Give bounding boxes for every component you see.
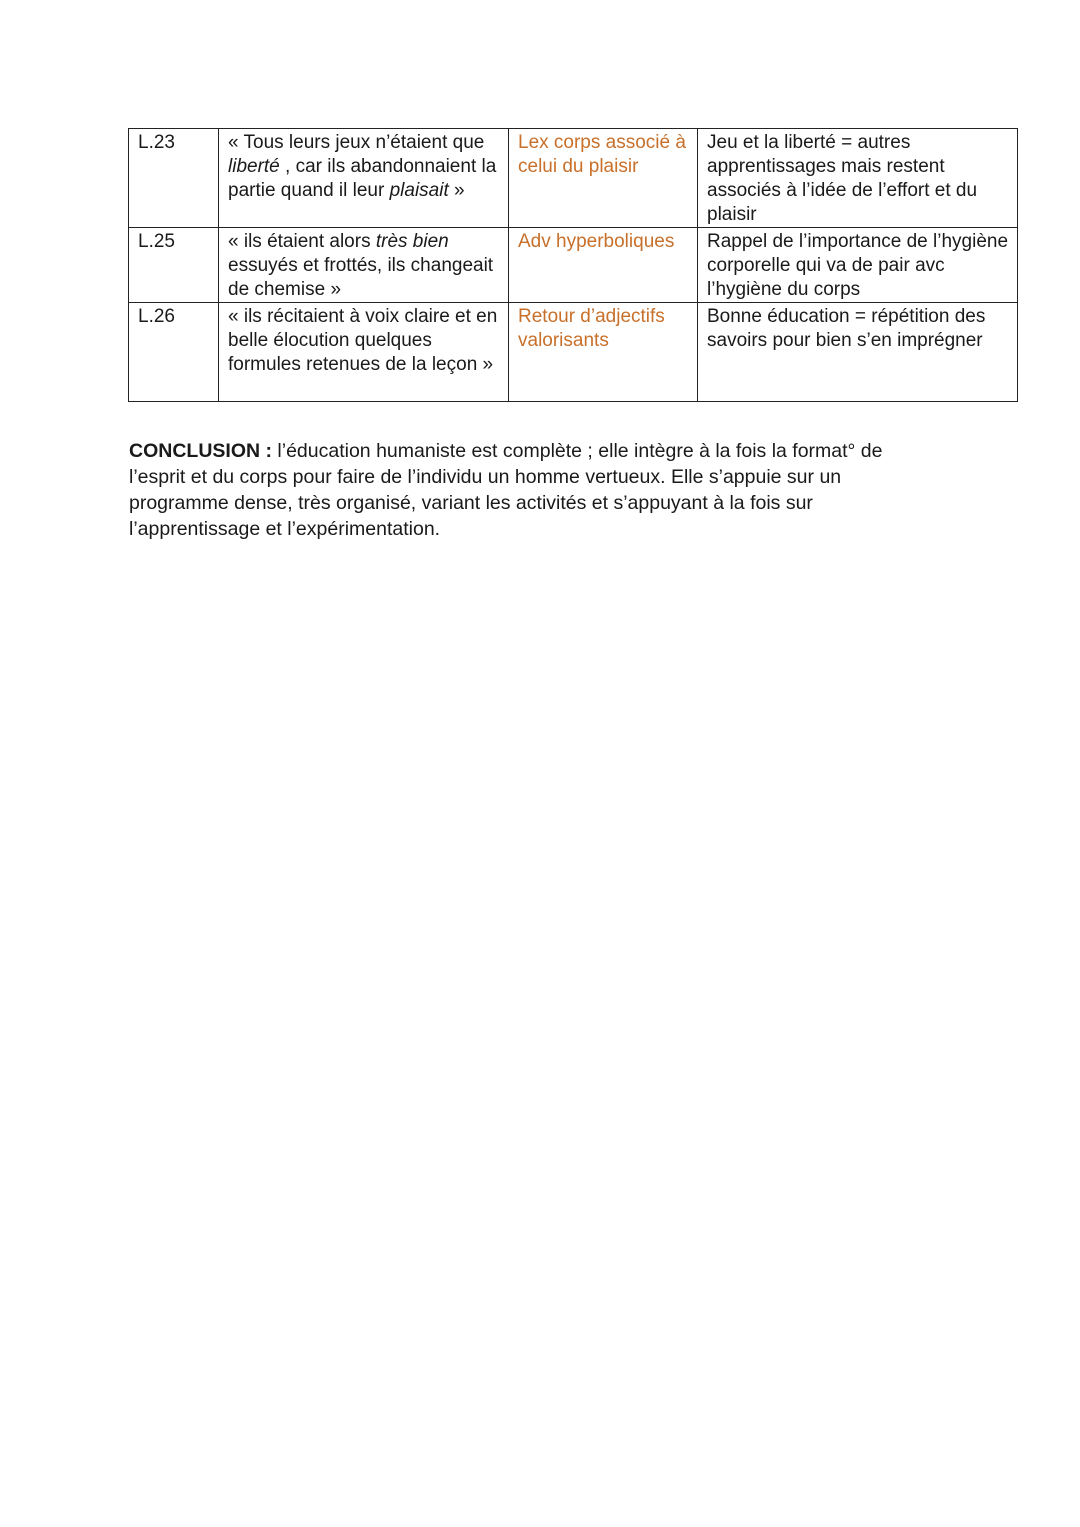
quote-text: essuyés et frottés, ils changeait de chemise » <box>228 255 494 300</box>
line-ref-cell: L.23 <box>129 129 219 228</box>
quote-emphasis: plaisait <box>389 180 449 201</box>
conclusion-label: CONCLUSION : <box>129 440 272 462</box>
quote-text: » <box>448 180 465 201</box>
interpretation-cell: Bonne éducation = répétition des savoirs pour bien s’en imprégner <box>698 303 1018 402</box>
quote-emphasis: liberté <box>228 156 280 177</box>
procede-cell: Adv hyperboliques <box>509 228 698 303</box>
table-row <box>129 303 1018 402</box>
table-row <box>129 129 1018 228</box>
analysis-table <box>128 128 1018 402</box>
quote-text: « Tous leurs jeux n’étaient que <box>228 132 485 153</box>
quote-cell <box>219 129 509 228</box>
quote-cell <box>219 303 509 402</box>
quote-text: « ils étaient alors <box>228 231 376 252</box>
interpretation-cell: Jeu et la liberté = autres apprentissages mais restent associés à l’idée de l’effort et du plaisir <box>698 129 1018 228</box>
quote-text: « ils récitaient à voix claire et en belle élocution quelques formules retenues de la leçon » <box>228 306 498 375</box>
table-row <box>129 228 1018 303</box>
line-ref-cell: L.25 <box>129 228 219 303</box>
quote-cell <box>219 228 509 303</box>
procede-cell: Lex corps associé à celui du plaisir <box>509 129 698 228</box>
conclusion-paragraph <box>129 438 929 542</box>
line-ref-cell: L.26 <box>129 303 219 402</box>
quote-emphasis: très bien <box>375 231 449 252</box>
interpretation-cell: Rappel de l’importance de l’hygiène corporelle qui va de pair avc l’hygiène du corps <box>698 228 1018 303</box>
conclusion-text: l’éducation humaniste est complète ; elle intègre à la fois la format° de l’esprit et du corps pour faire de l’individu un homme vertueux. Elle s’appuie sur un programme dense, très organisé, variant les activités et s’appuyant à la fois sur l’apprentissage et l’expérimentation. <box>129 440 883 540</box>
procede-cell: Retour d’adjectifs valorisants <box>509 303 698 402</box>
quote-text: , car ils abandonnaient la partie quand il leur <box>228 156 497 201</box>
